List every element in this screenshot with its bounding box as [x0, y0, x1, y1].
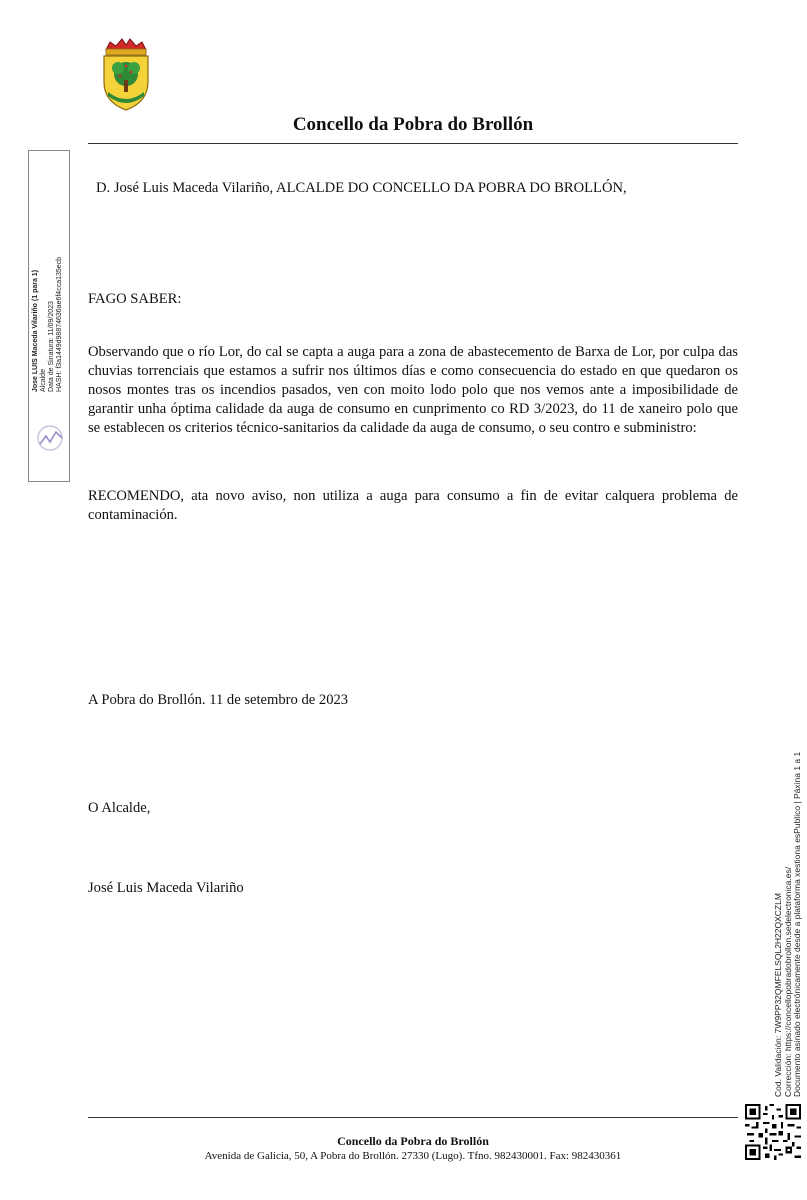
recommendation-paragraph: RECOMENDO, ata novo aviso, non utiliza a auga para consumo a fin de evitar calquera problema de contaminación.	[88, 488, 738, 523]
fago-saber-heading: FAGO SABER:	[88, 291, 182, 307]
validation-signed-note: Documento asinado electrónicamente desde a plataforma xestiona esPublico | Páxina 1 a 1	[792, 751, 802, 1097]
signature-signer: Jose LUIS Maceda Vilariño (1 para 1)	[32, 269, 39, 392]
footer-title: Concello da Pobra do Brollón	[337, 1134, 489, 1148]
signature-stamp-icon	[34, 422, 66, 454]
validation-info	[774, 752, 803, 1097]
validation-verify-url: Corrección: https://concellopobradobrollon.sedelectronica.es/	[782, 866, 793, 1097]
footer-address: Avenida de Galicia, 50, A Pobra do Brollón. 27330 (Lugo). Tfno. 982430001. Fax: 982430361	[204, 1150, 622, 1162]
signature-hash: HASH: f3a1449d98874636ae6f4cca135ecb	[56, 256, 63, 392]
validation-code: Cod. Validación: 7W9PP32QMFELSQL2H22QXCZLM	[773, 893, 783, 1097]
closing-title: O Alcalde,	[88, 800, 151, 816]
footer-divider	[88, 1117, 738, 1118]
signature-details	[32, 92, 64, 392]
signature-date: Data de Sinatura: 11/09/2023	[48, 301, 55, 392]
qr-code	[745, 1104, 801, 1160]
observation-paragraph: Observando que o río Lor, do cal se capta a auga para a zona de abastecemento de Barxa de Lor, por culpa das chuvias torrenciais que estamos a sufrir nos últimos días e como consecuencia do estado en que quedaron os nosos montes tras os incendios pasados, ven con moito lodo polo que nos vemos ante a imposibilidade de garantir unha óptima calidade da auga de consumo en cunprimento co RD 3/2023, do 11 de xaneiro polo que se establecen os criterios técnico-sanitarios da calidade da auga de consumo, o seu contro e subministro:	[88, 344, 738, 436]
page-title: Concello da Pobra do Brollón	[292, 114, 534, 135]
coat-of-arms-logo	[98, 36, 154, 112]
signature-role: Alcalde	[40, 369, 47, 392]
header-divider	[88, 143, 738, 144]
date-line: A Pobra do Brollón. 11 de setembro de 2023	[88, 692, 349, 708]
intro-paragraph: D. José Luis Maceda Vilariño, ALCALDE DO CONCELLO DA POBRA DO BROLLÓN,	[96, 180, 627, 196]
signatory-name: José Luis Maceda Vilariño	[88, 880, 244, 896]
